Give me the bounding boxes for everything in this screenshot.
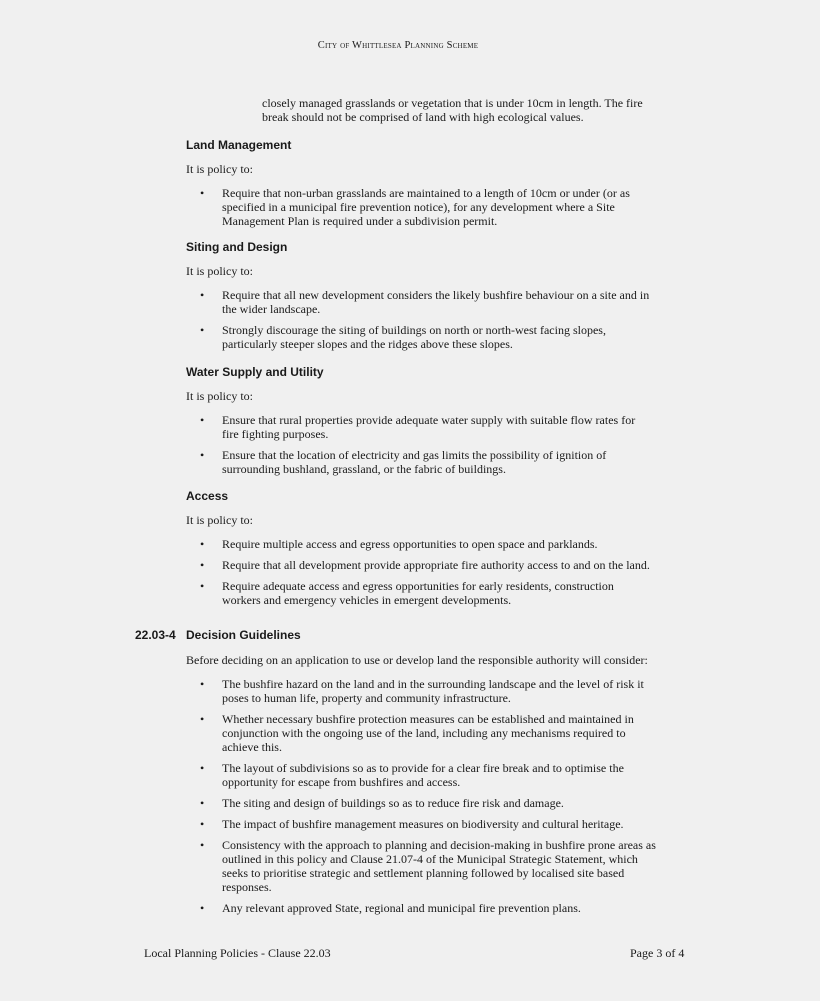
- list-item: • Require that all development provide appropriate fire authority access to and on the land.: [200, 558, 650, 572]
- bullet-icon: •: [200, 413, 205, 427]
- bullet-icon: •: [200, 901, 205, 915]
- bullet-list: [186, 537, 666, 607]
- clause-number: 22.03-4: [135, 628, 176, 642]
- guidelines-intro: Before deciding on an application to use or develop land the responsible authority will consider:: [186, 653, 648, 667]
- list-item: • The layout of subdivisions so as to provide for a clear fire break and to optimise the opportunity for escape from bushfires and access.: [200, 761, 624, 789]
- policy-intro: It is policy to:: [186, 513, 253, 527]
- bullet-icon: •: [200, 712, 205, 726]
- policy-intro: It is policy to:: [186, 162, 253, 176]
- list-item: • Ensure that rural properties provide adequate water supply with suitable flow rates for fire fighting purposes.: [200, 413, 636, 441]
- header-title: City of Whittlesea Planning Scheme: [317, 40, 479, 51]
- bullet-icon: •: [200, 186, 205, 200]
- bullet-icon: •: [200, 677, 205, 691]
- list-item: • Strongly discourage the siting of buildings on north or north-west facing slopes, particularly steeper slopes and the ridges above these slopes.: [200, 323, 606, 351]
- list-item: • Consistency with the approach to planning and decision-making in bushfire prone areas as outlined in this policy and Clause 21.07-4 of the Municipal Strategic Statement, which seeks to prioritise strategic and settlement planning followed by localised site based responses.: [200, 838, 656, 894]
- section-heading: Siting and Design: [186, 240, 288, 254]
- page-header: [0, 40, 796, 51]
- list-item: • Require that non-urban grasslands are maintained to a length of 10cm or under (or as specified in a municipal fire prevention notice), for any development where a Site Management Plan is required under a subdivision permit.: [200, 186, 630, 228]
- bullet-icon: •: [200, 448, 205, 462]
- section-heading: Water Supply and Utility: [186, 365, 324, 379]
- footer-page-number: Page 3 of 4: [630, 946, 685, 960]
- list-item: • Whether necessary bushfire protection measures can be established and maintained in conjunction with the ongoing use of the land, including any mechanisms required to achieve this.: [200, 712, 634, 754]
- section-land-management: [186, 138, 666, 235]
- list-item: • The impact of bushfire management measures on biodiversity and cultural heritage.: [200, 817, 624, 831]
- bullet-icon: •: [200, 288, 205, 302]
- bullet-icon: •: [200, 838, 205, 852]
- bullet-icon: •: [200, 761, 205, 775]
- intro-continuation: closely managed grasslands or vegetation that is under 10cm in length. The fire break should not be comprised of land with high ecological values.: [262, 96, 643, 124]
- bullet-list: [186, 186, 666, 228]
- section-decision-guidelines: [186, 653, 666, 922]
- list-item: • The bushfire hazard on the land and in the surrounding landscape and the level of risk it poses to human life, property and community infrastructure.: [200, 677, 644, 705]
- footer-clause: Local Planning Policies - Clause 22.03: [144, 946, 331, 960]
- section-heading: Land Management: [186, 138, 292, 152]
- list-item: • Any relevant approved State, regional and municipal fire prevention plans.: [200, 901, 581, 915]
- list-item: • Require that all new development considers the likely bushfire behaviour on a site and in the wider landscape.: [200, 288, 650, 316]
- list-item: • Ensure that the location of electricity and gas limits the possibility of ignition of surrounding bushland, grassland, or the fabric of buildings.: [200, 448, 607, 476]
- section-water-supply-and-utility: [186, 365, 666, 483]
- list-item: • Require multiple access and egress opportunities to open space and parklands.: [200, 537, 598, 551]
- bullet-list: [186, 413, 666, 476]
- bullet-icon: •: [200, 579, 205, 593]
- bullet-icon: •: [200, 796, 205, 810]
- section-heading: Access: [186, 489, 229, 503]
- bullet-icon: •: [200, 817, 205, 831]
- policy-intro: It is policy to:: [186, 264, 253, 278]
- bullet-list: [186, 288, 666, 351]
- section-siting-and-design: [186, 240, 666, 358]
- section-access: [186, 489, 666, 614]
- list-item: • The siting and design of buildings so as to reduce fire risk and damage.: [200, 796, 564, 810]
- policy-intro: It is policy to:: [186, 389, 253, 403]
- bullet-icon: •: [200, 537, 205, 551]
- list-item: • Require adequate access and egress opportunities for early residents, construction workers and emergency vehicles in emergent developments.: [200, 579, 614, 607]
- clause-title: Decision Guidelines: [186, 628, 301, 642]
- clause-heading: [135, 628, 655, 642]
- bullet-icon: •: [200, 323, 205, 337]
- bullet-icon: •: [200, 558, 205, 572]
- bullet-list: [186, 677, 666, 915]
